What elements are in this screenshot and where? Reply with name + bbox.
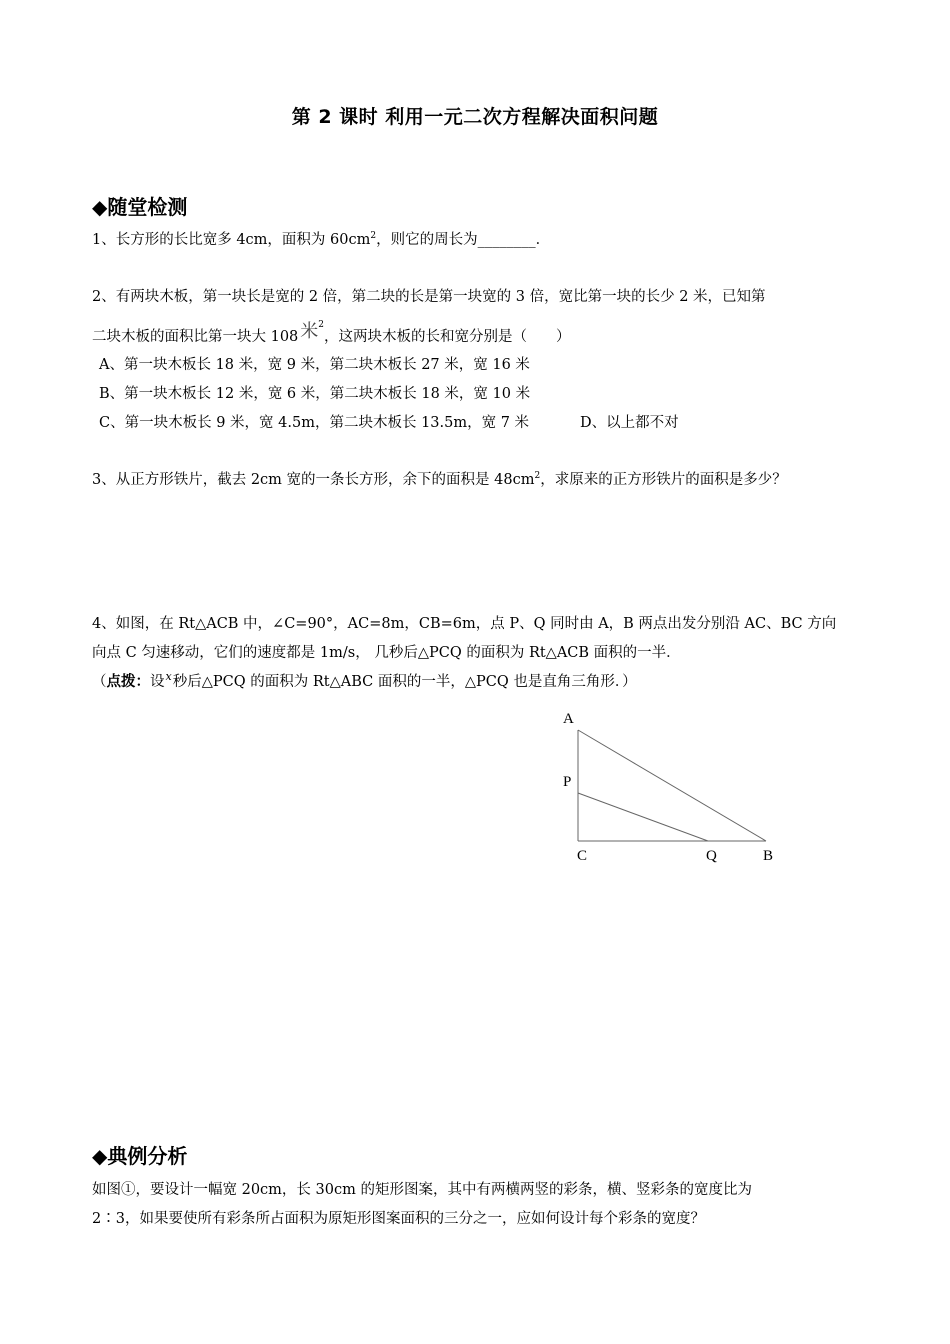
question-1 bbox=[92, 230, 550, 250]
page-title: 第 2 课时 利用一元二次方程解决面积问题 bbox=[291, 106, 659, 128]
label-q: Q bbox=[706, 848, 717, 864]
option-d: D、以上都不对 bbox=[580, 415, 679, 431]
question-2-line-1: 2、有两块木板，第一块长是宽的 2 倍，第二块的长是第一块宽的 3 倍，宽比第一块的长少 2 米，已知第 bbox=[92, 289, 766, 305]
superscript: 2 bbox=[534, 471, 541, 482]
question-3-text: 3、从正方形铁片，截去 2cm 宽的一条长方形，余下的面积是 48cm bbox=[92, 472, 535, 488]
question-3 bbox=[92, 470, 787, 490]
superscript: 2 bbox=[370, 231, 377, 242]
label-b: B bbox=[763, 848, 774, 864]
question-3-prompt: ，求原来的正方形铁片的面积是多少？ bbox=[540, 472, 787, 488]
label-c: C bbox=[577, 848, 588, 864]
question-1-text: 1、长方形的长比宽多 4cm，面积为 60cm bbox=[92, 232, 371, 248]
variable-x: x bbox=[165, 670, 172, 683]
segment-pq bbox=[578, 793, 708, 841]
question-4-line-2: 向点 C 匀速移动，它们的速度都是 1m/s， 几秒后△PCQ 的面积为 Rt△ACB 面积的一半． bbox=[92, 645, 681, 661]
unit-meter: 米 bbox=[300, 321, 319, 342]
label-a: A bbox=[563, 711, 574, 727]
hint-open: （ bbox=[92, 674, 107, 690]
question-1-blank: ，则它的周长为________． bbox=[376, 232, 551, 248]
label-p: P bbox=[563, 774, 572, 790]
question-2-prompt: ，这两块木板的长和宽分别是（ ） bbox=[324, 329, 571, 345]
option-a: A、第一块木板长 18 米，宽 9 米，第二块木板长 27 米，宽 16 米 bbox=[99, 357, 530, 373]
example-line-1: 如图①，要设计一幅宽 20cm，长 30cm 的矩形图案，其中有两横两竖的彩条，横、竖彩条的宽度比为 bbox=[92, 1182, 752, 1198]
question-4-hint bbox=[92, 672, 637, 693]
hint-label: 点拨： bbox=[106, 673, 150, 690]
option-c: C、第一块木板长 9 米，宽 4.5m，第二块木板长 13.5m，宽 7 米 bbox=[99, 415, 530, 431]
section-heading-examples: ◆典例分析 bbox=[92, 1144, 188, 1168]
option-b: B、第一块木板长 12 米，宽 6 米，第二块木板长 18 米，宽 10 米 bbox=[99, 386, 531, 402]
question-4-line-1: 4、如图，在 Rt△ACB 中，∠C=90°，AC=8m，CB=6m，点 P、Q 同时由 A，B 两点出发分别沿 AC、BC 方向 bbox=[92, 616, 837, 632]
superscript: 2 bbox=[318, 320, 325, 331]
hint-text-rest: 秒后△PCQ 的面积为 Rt△ABC 面积的一半，△PCQ 也是直角三角形．） bbox=[172, 674, 637, 690]
hint-text: 设 bbox=[150, 674, 165, 690]
example-line-2: 2∶3，如果要使所有彩条所占面积为原矩形图案面积的三分之一，应如何设计每个彩条的宽度？ bbox=[92, 1211, 705, 1227]
question-2-text: 二块木板的面积比第一块大 108 bbox=[92, 329, 299, 345]
section-heading-practice: ◆随堂检测 bbox=[92, 195, 188, 219]
question-2-line-2 bbox=[92, 320, 571, 347]
hypotenuse-ab bbox=[578, 730, 766, 841]
